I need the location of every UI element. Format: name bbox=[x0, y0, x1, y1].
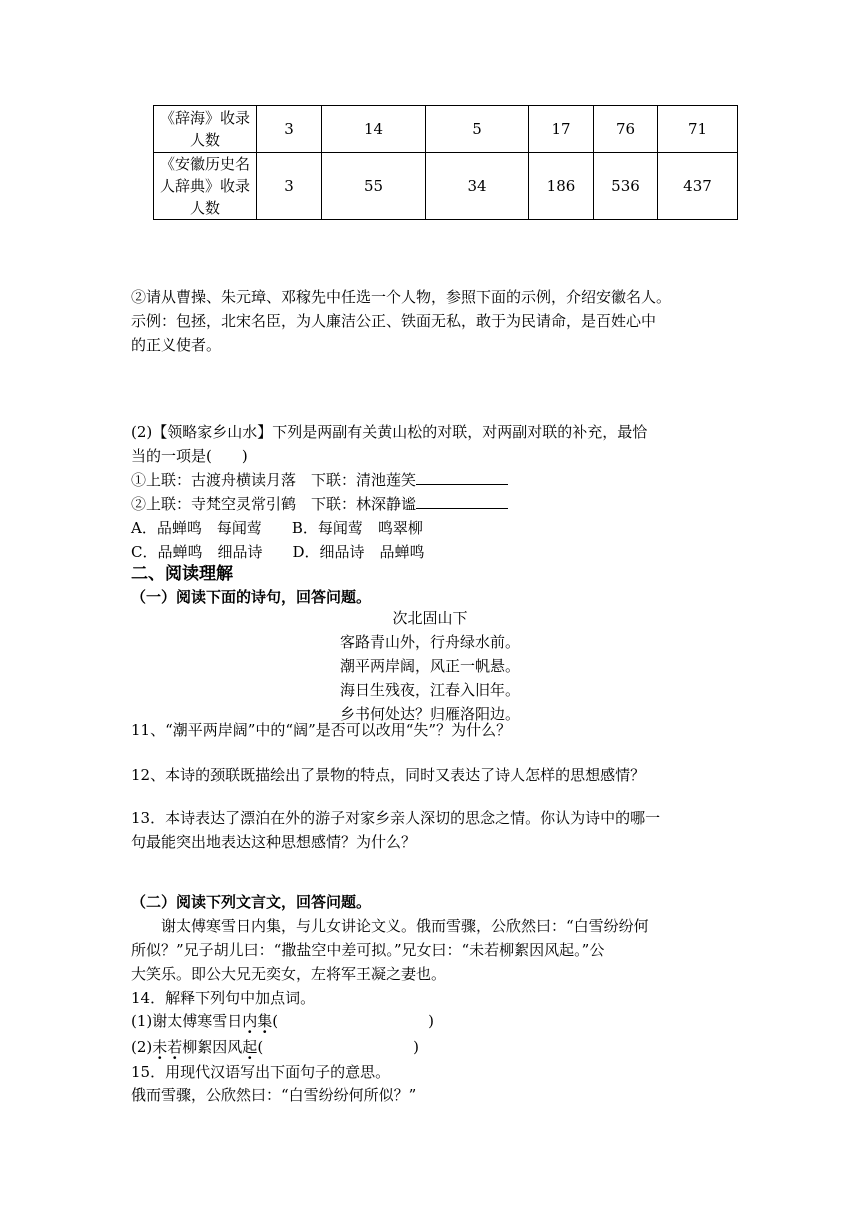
options-line: C．品蝉鸣 细品诗 D．细品诗 品蝉鸣 bbox=[131, 543, 425, 561]
section-title: 二、阅读理解 bbox=[131, 564, 233, 584]
question-text: 15．用现代汉语写出下面句子的意思。 bbox=[131, 1063, 391, 1081]
table-row bbox=[154, 153, 738, 220]
table-cell: 55 bbox=[322, 153, 426, 220]
question-text: 14．解释下列句中加点词。 bbox=[131, 989, 316, 1007]
sub-question bbox=[131, 1035, 419, 1059]
example-text: 的正义使者。 bbox=[131, 336, 222, 354]
table-cell: 437 bbox=[658, 153, 738, 220]
couplet-line bbox=[131, 492, 508, 516]
table-cell: 3 bbox=[257, 153, 322, 220]
passage-text: 所似？”兄子胡儿曰：“撒盐空中差可拟。”兄女曰：“未若柳絮因风起。”公 bbox=[131, 941, 605, 959]
table-cell: 5 bbox=[426, 106, 529, 153]
question-text: 12、本诗的颈联既描绘出了景物的特点，同时又表达了诗人怎样的思想感情？ bbox=[131, 766, 646, 784]
stats-table bbox=[153, 105, 738, 220]
poem-line: 潮平两岸阔，风正一帆悬。 bbox=[339, 657, 520, 675]
couplet-text: ①上联：古渡舟横读月落 下联：清池莲笑 bbox=[131, 471, 417, 489]
sub-question-text: (2) bbox=[131, 1038, 153, 1056]
example-text: 示例：包拯，北宋名臣，为人廉洁公正、铁面无私，敢于为民请命，是百姓心中 bbox=[131, 312, 657, 330]
couplet-text: ②上联：寺梵空灵常引鹤 下联：林深静谧 bbox=[131, 495, 417, 513]
couplet-line bbox=[131, 468, 508, 492]
part-title: （二）阅读下列文言文，回答问题。 bbox=[131, 893, 372, 911]
table-cell: 186 bbox=[529, 153, 594, 220]
dotted-char: 内 bbox=[242, 1012, 258, 1030]
row-label: 《安徽历史名人辞典》收录人数 bbox=[154, 153, 257, 220]
answer-space[interactable]: ( ) bbox=[257, 1038, 420, 1056]
answer-blank[interactable] bbox=[416, 470, 508, 485]
dotted-char: 若 bbox=[167, 1038, 183, 1056]
dotted-char: 起 bbox=[242, 1038, 258, 1056]
table-cell: 14 bbox=[322, 106, 426, 153]
part-title: （一）阅读下面的诗句，回答问题。 bbox=[131, 588, 372, 606]
question-sentence: 俄而雪骤，公欣然曰：“白雪纷纷何所似？” bbox=[131, 1086, 417, 1104]
question-text: ②请从曹操、朱元璋、邓稼先中任选一个人物，参照下面的示例，介绍安徽名人。 bbox=[131, 288, 672, 306]
question-text: 当的一项是( ) bbox=[131, 447, 248, 465]
table-cell: 34 bbox=[426, 153, 529, 220]
table-cell: 536 bbox=[594, 153, 658, 220]
table-cell: 17 bbox=[529, 106, 594, 153]
options-line: A．品蝉鸣 每闻莺 B．每闻莺 鸣翠柳 bbox=[131, 519, 423, 537]
table-cell: 76 bbox=[594, 106, 658, 153]
question-text: (2)【领略家乡山水】下列是两副有关黄山松的对联，对两副对联的补充，最恰 bbox=[131, 423, 648, 441]
table-cell: 3 bbox=[257, 106, 322, 153]
sub-question-text: 柳絮因风 bbox=[182, 1038, 243, 1056]
dotted-char: 未 bbox=[152, 1038, 168, 1056]
table-cell: 71 bbox=[658, 106, 738, 153]
sub-question bbox=[131, 1009, 434, 1033]
sub-question-text: (1)谢太傅寒雪日 bbox=[131, 1012, 243, 1030]
poem-line: 乡书何处达？归雁洛阳边。 bbox=[339, 705, 520, 723]
answer-blank[interactable] bbox=[416, 494, 508, 509]
row-label: 《辞海》收录人数 bbox=[154, 106, 257, 153]
question-text: 11、“潮平两岸阔”中的“阔”是否可以改用“失”？为什么？ bbox=[131, 721, 512, 739]
passage-text: 大笑乐。即公大兄无奕女，左将军王凝之妻也。 bbox=[131, 965, 447, 983]
dotted-char: 集 bbox=[257, 1012, 273, 1030]
question-text: 13．本诗表达了漂泊在外的游子对家乡亲人深切的思念之情。你认为诗中的哪一 bbox=[131, 809, 661, 827]
passage-text: 谢太傅寒雪日内集，与儿女讲论文义。俄而雪骤，公欣然曰：“白雪纷纷何 bbox=[161, 917, 649, 935]
poem-title: 次北固山下 bbox=[392, 609, 468, 627]
table-row bbox=[154, 106, 738, 153]
answer-space[interactable]: ( ) bbox=[272, 1012, 434, 1030]
poem-line: 客路青山外，行舟绿水前。 bbox=[339, 633, 520, 651]
question-text: 句最能突出地表达这种思想感情？为什么？ bbox=[131, 833, 417, 851]
poem-line: 海日生残夜，江春入旧年。 bbox=[339, 681, 520, 699]
